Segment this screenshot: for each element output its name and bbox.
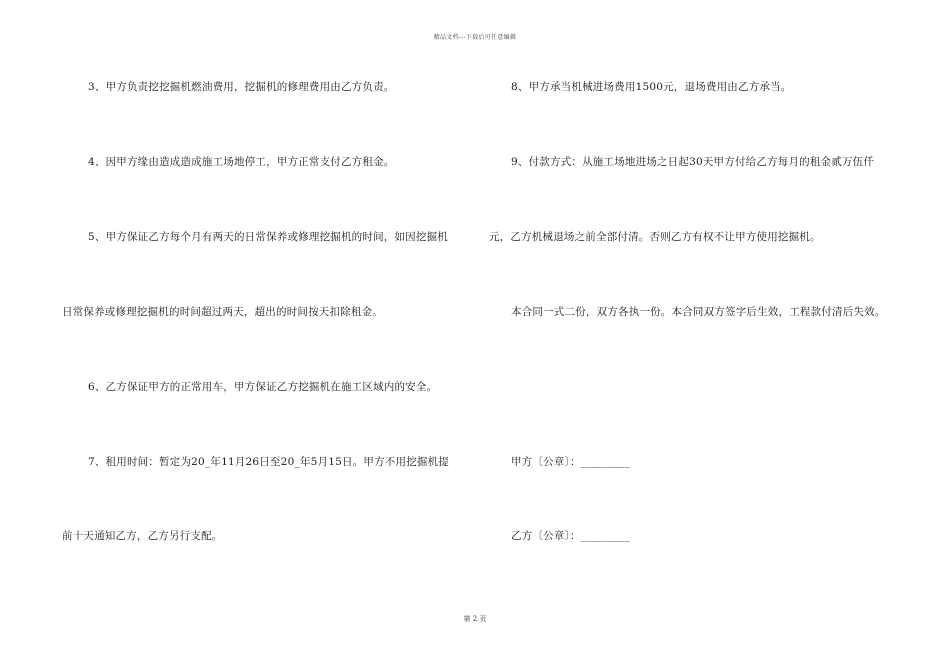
party-a-seal: 甲方〔公章〕：_________ [511,456,630,468]
contract-closing: 本合同一式二份，双方各执一份。本合同双方签字后生效，工程款付清后失效。 [511,306,886,318]
clause-5-line-2: 日常保养或修理挖掘机的时间超过两天，超出的时间按天扣除租金。 [62,306,383,318]
clause-7-line-1: 7、租用时间：暂定为20_年11月26日至20_年5月15日。甲方不用挖掘机提 [88,456,449,468]
clause-7-line-2: 前十天通知乙方，乙方另行支配。 [62,530,223,542]
clause-9-line-1: 9、付款方式：从施工场地进场之日起30天甲方付给乙方每月的租金贰万伍仟 [511,156,875,168]
clause-9-line-2: 元，乙方机械退场之前全部付清。否则乙方有权不让甲方使用挖掘机。 [489,231,821,243]
clause-8: 8、甲方承当机械进场费用1500元，退场费用由乙方承当。 [511,81,792,93]
clause-4: 4、因甲方缘由造成造成施工场地停工，甲方正常支付乙方租金。 [88,156,395,168]
page-header: 精品文档---下载后可任意编辑 [433,34,517,41]
page-number: 第 2 页 [463,615,487,623]
party-b-seal: 乙方〔公章〕：_________ [511,530,630,542]
clause-5-line-1: 5、甲方保证乙方每个月有两天的日常保养或修理挖掘机的时间，如因挖掘机 [88,231,448,243]
clause-3: 3、甲方负责挖挖掘机燃油费用，挖掘机的修理费用由乙方负责。 [88,81,395,93]
clause-6: 6、乙方保证甲方的正常用车，甲方保证乙方挖掘机在施工区域内的安全。 [88,381,438,393]
